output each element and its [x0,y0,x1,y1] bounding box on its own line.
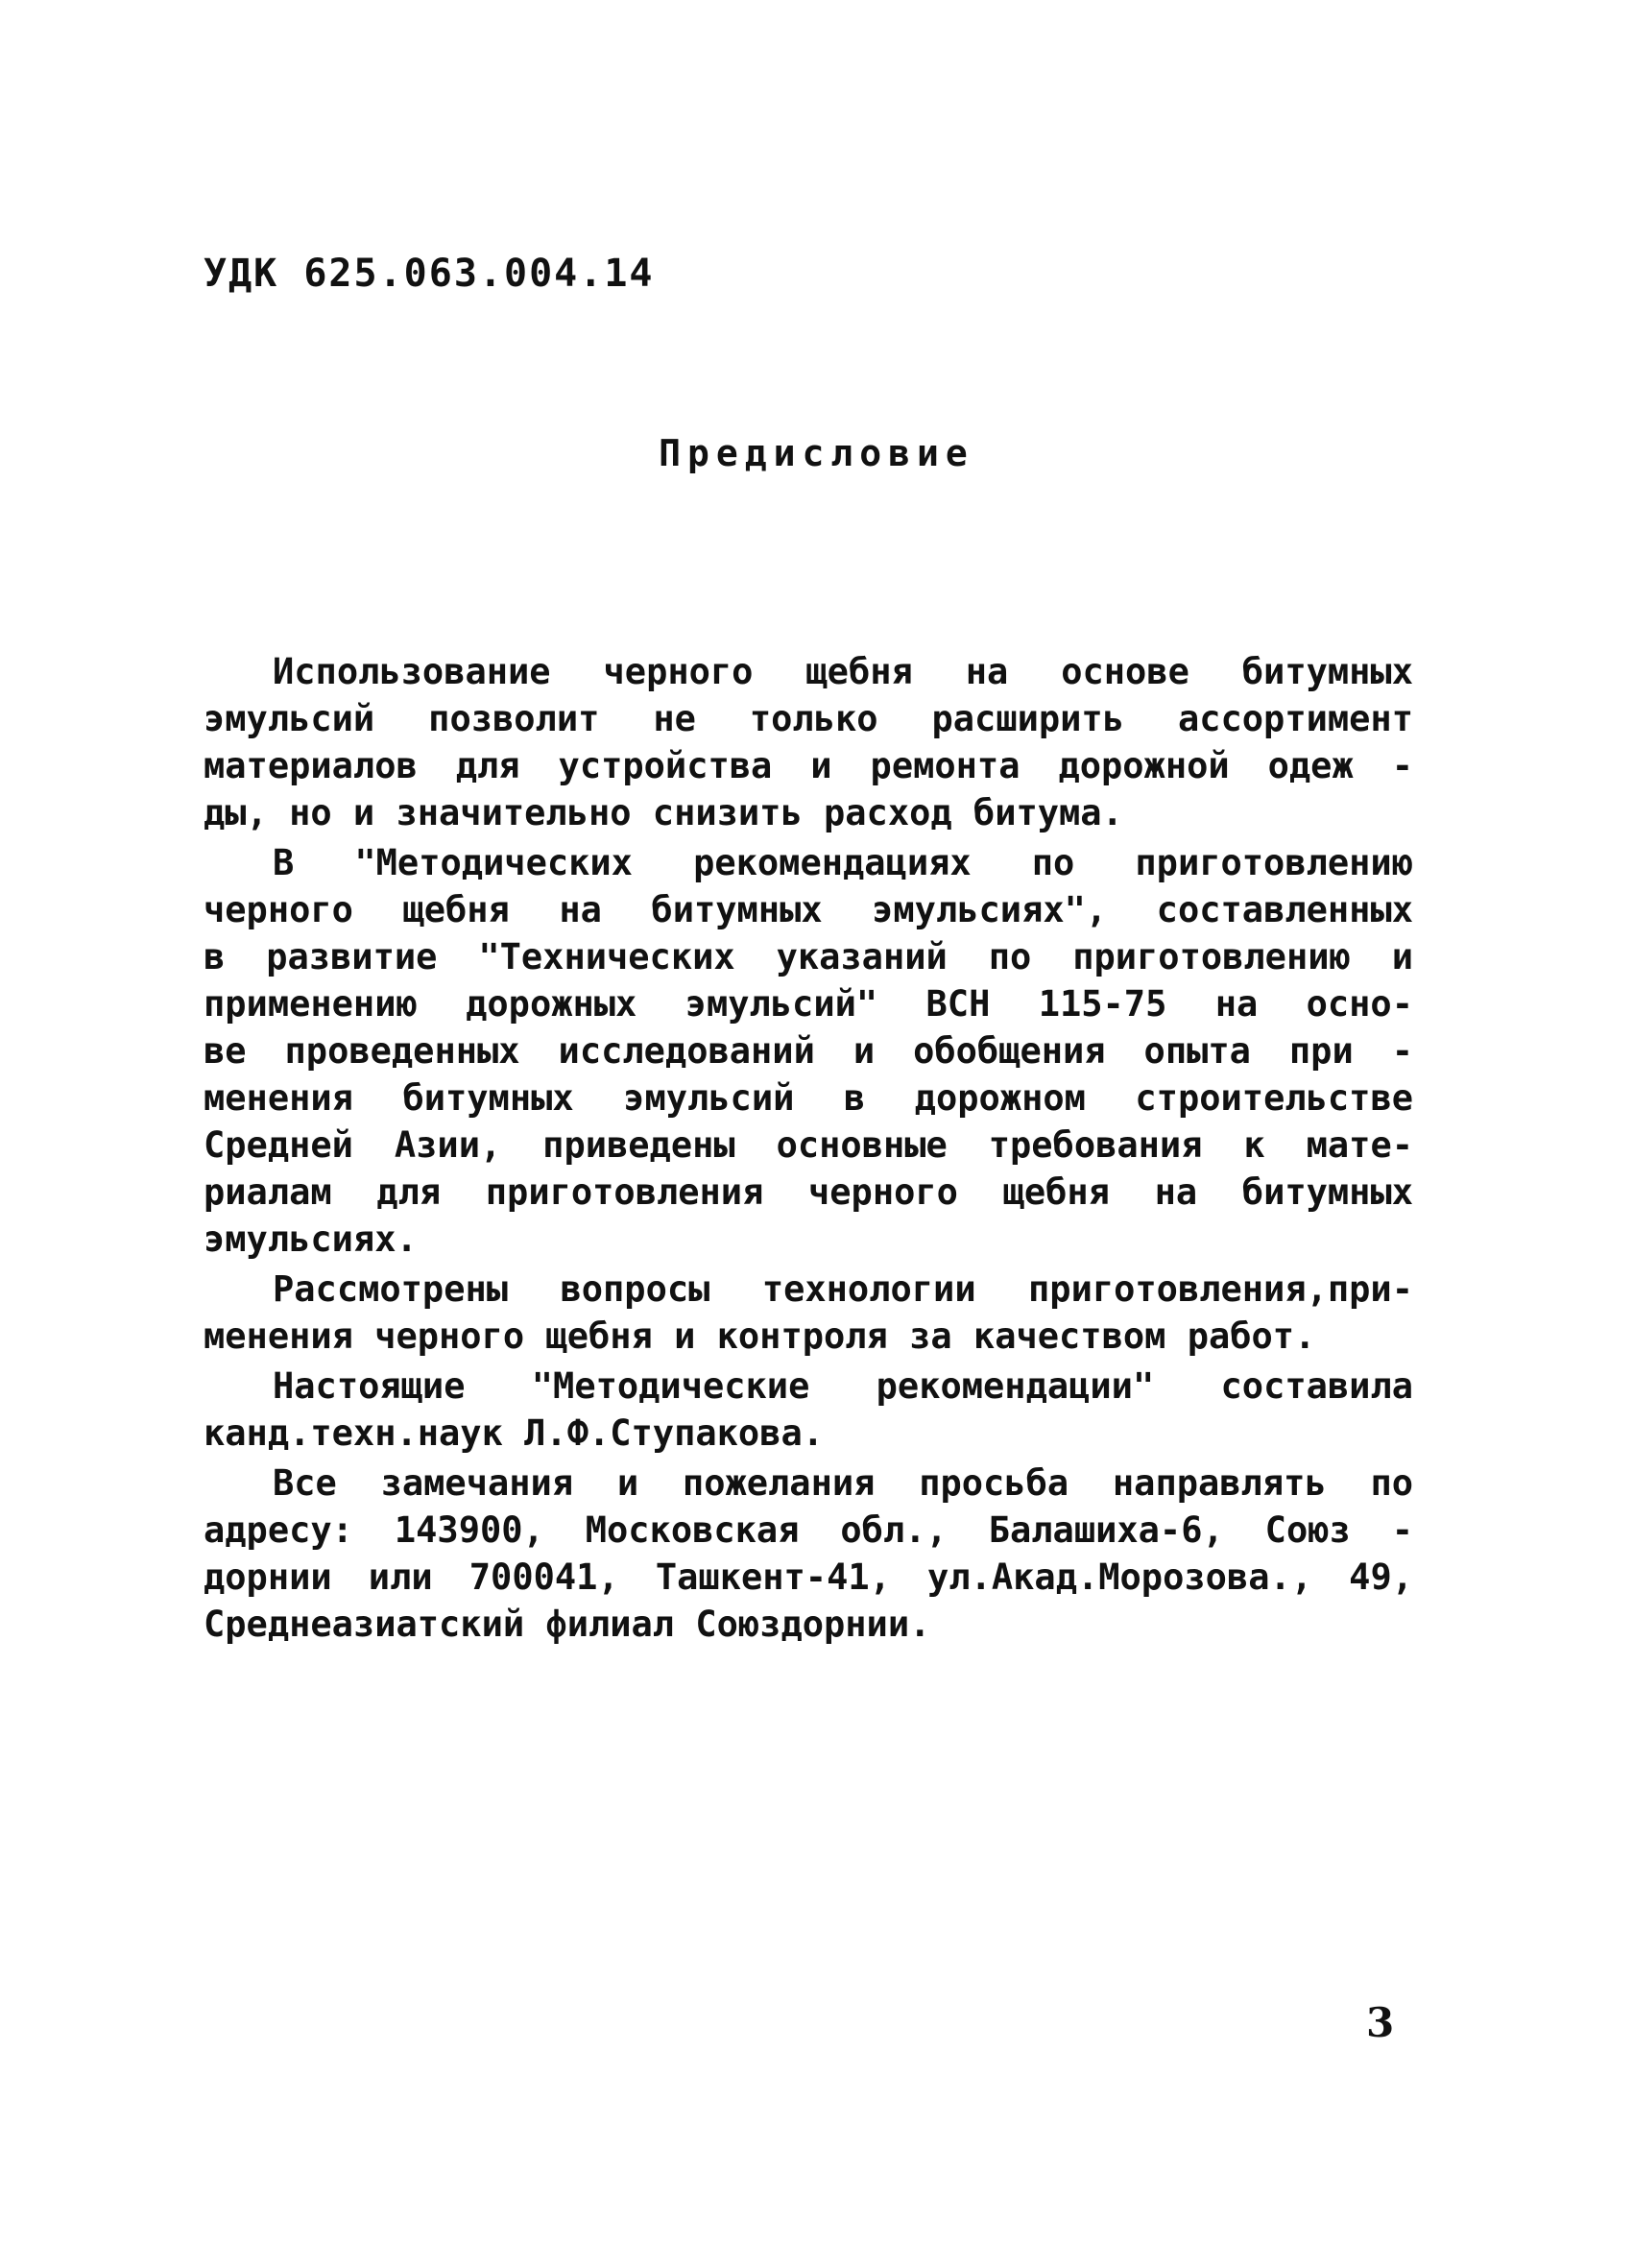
text-line: риалам для приготовления черного щебня на битумных [204,1171,1413,1213]
paragraph-1 [204,648,1413,836]
text-line: материалов для устройства и ремонта дорожной одеж - [204,745,1413,786]
text-line: менения битумных эмульсий в дорожном строительстве [204,1077,1413,1119]
text-line: канд.техн.наук Л.Ф.Ступакова. [204,1412,825,1454]
paragraph-4 [204,1363,1413,1457]
text-line: Рассмотрены вопросы технологии приготовления,при- [273,1268,1413,1310]
page-heading: Предисловие [659,432,974,474]
preface-body [204,648,1413,1651]
text-line: в развитие "Технических указаний по приготовлению и [204,936,1413,977]
text-line: Средней Азии, приведены основные требования к мате- [204,1124,1413,1166]
text-line: дорнии или 700041, Ташкент-41, ул.Акад.Морозова., 49, [204,1556,1413,1598]
text-line: Все замечания и пожелания просьба направлять по [273,1462,1413,1504]
paragraph-5 [204,1460,1413,1648]
udc-code: УДК 625.063.004.14 [204,252,655,296]
text-line: эмульсиях. [204,1218,418,1260]
text-line: ды, но и значительно снизить расход битума. [204,792,1123,833]
text-line: Настоящие "Методические рекомендации" составила [273,1365,1413,1407]
text-line: В "Методических рекомендациях по приготовлению [273,842,1413,883]
text-line: ве проведенных исследований и обобщения опыта при - [204,1030,1413,1072]
paragraph-2 [204,839,1413,1263]
text-line: Использование черного щебня на основе битумных [273,651,1413,692]
paragraph-3 [204,1266,1413,1360]
page-number: 3 [1366,1999,1395,2046]
text-line: адресу: 143900, Московская обл., Балашиха-6, Союз - [204,1509,1413,1551]
text-line: эмульсий позволит не только расширить ассортимент [204,698,1413,739]
text-line: применению дорожных эмульсий" ВСН 115-75 на осно- [204,983,1413,1025]
text-line: Среднеазиатский филиал Союздорнии. [204,1604,931,1645]
text-line: черного щебня на битумных эмульсиях", составленных [204,889,1413,930]
text-line: менения черного щебня и контроля за качеством работ. [204,1315,1316,1357]
